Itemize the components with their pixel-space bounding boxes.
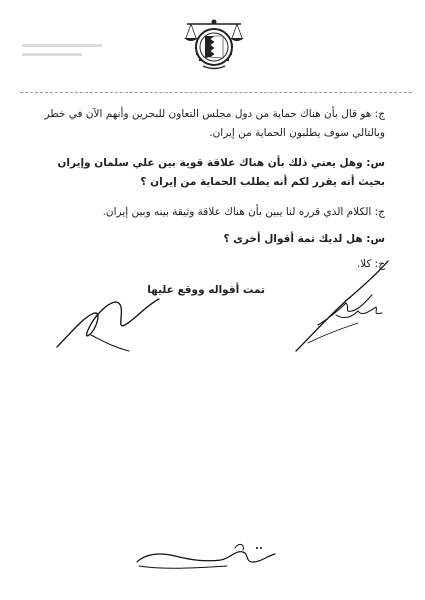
signature-bottom (135, 540, 280, 572)
bahrain-justice-emblem-icon (183, 14, 245, 72)
header-divider (20, 92, 412, 93)
signature-left (55, 285, 165, 355)
signature-right (288, 255, 393, 355)
closing-statement: تمت أقواله ووقع عليها (147, 284, 265, 296)
question-paragraph: س: هل لديك ثمة أقوال أخرى ؟ (223, 233, 385, 245)
answer-paragraph: ج: كلا. (356, 258, 385, 270)
faded-letterhead (22, 44, 102, 66)
answer-paragraph: ج: هو قال بأن هناك حماية من دول مجلس التعاون للبحرين وأنهم الآن في خطر وبالتالي سوف يطلبون الحماية من إيران. (44, 108, 385, 139)
question-paragraph: س: وهل يعني ذلك بأن هناك علاقة قوية بين علي سلمان وإيران بحيث أنه يقرر لكم أنه يطلب الحماية من إيران ؟ (57, 157, 385, 188)
answer-paragraph: ج: الكلام الذي قرره لنا يبين بأن هناك علاقة وثيقة بينه وبين إيران. (102, 206, 385, 218)
